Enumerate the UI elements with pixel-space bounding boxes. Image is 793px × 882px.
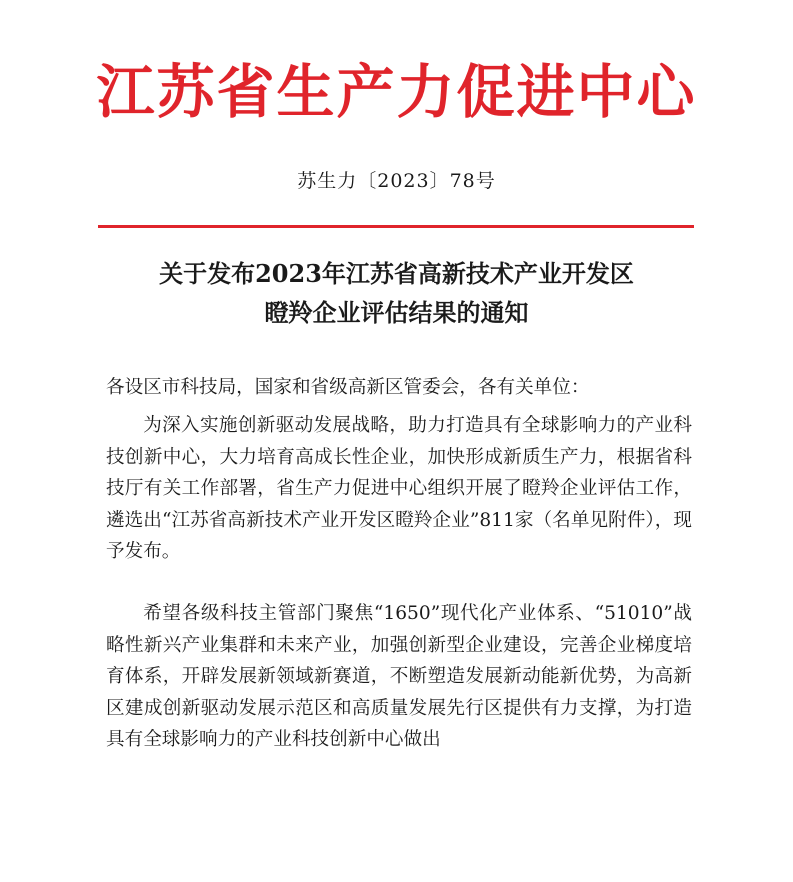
notice-title-line-2: 瞪羚企业评估结果的通知: [264, 298, 529, 327]
document-number: 苏生力〔2023〕78号: [297, 170, 496, 192]
body-paragraph-1: 为深入实施创新驱动发展战略，助力打造具有全球影响力的产业科技创新中心，大力培育高成长性企业，加快形成新质生产力，根据省科技厅有关工作部署，省生产力促进中心组织开展了瞪羚企业评估工作，遴选出“江苏省高新技术产业开发区瞪羚企业”811家（名单见附件），现予发布。: [106, 415, 692, 562]
notice-title-line-1: 关于发布2023年江苏省高新技术产业开发区: [159, 259, 634, 288]
salutation: 各设区市科技局，国家和省级高新区管委会，各有关单位：: [106, 377, 590, 398]
body-paragraph-2: 希望各级科技主管部门聚焦“1650”现代化产业体系、“51010”战略性新兴产业集群和未来产业，加强创新型企业建设，完善企业梯度培育体系，开辟发展新领域新赛道，不断塑造发展新动能新优势，为高新区建成创新驱动发展示范区和高质量发展先行区提供有力支撑，为打造具有全球影响力的产业科技创新中心做出: [106, 603, 692, 750]
issuing-organization: 江苏省生产力促进中心: [96, 58, 697, 126]
red-divider-line: [98, 225, 694, 228]
